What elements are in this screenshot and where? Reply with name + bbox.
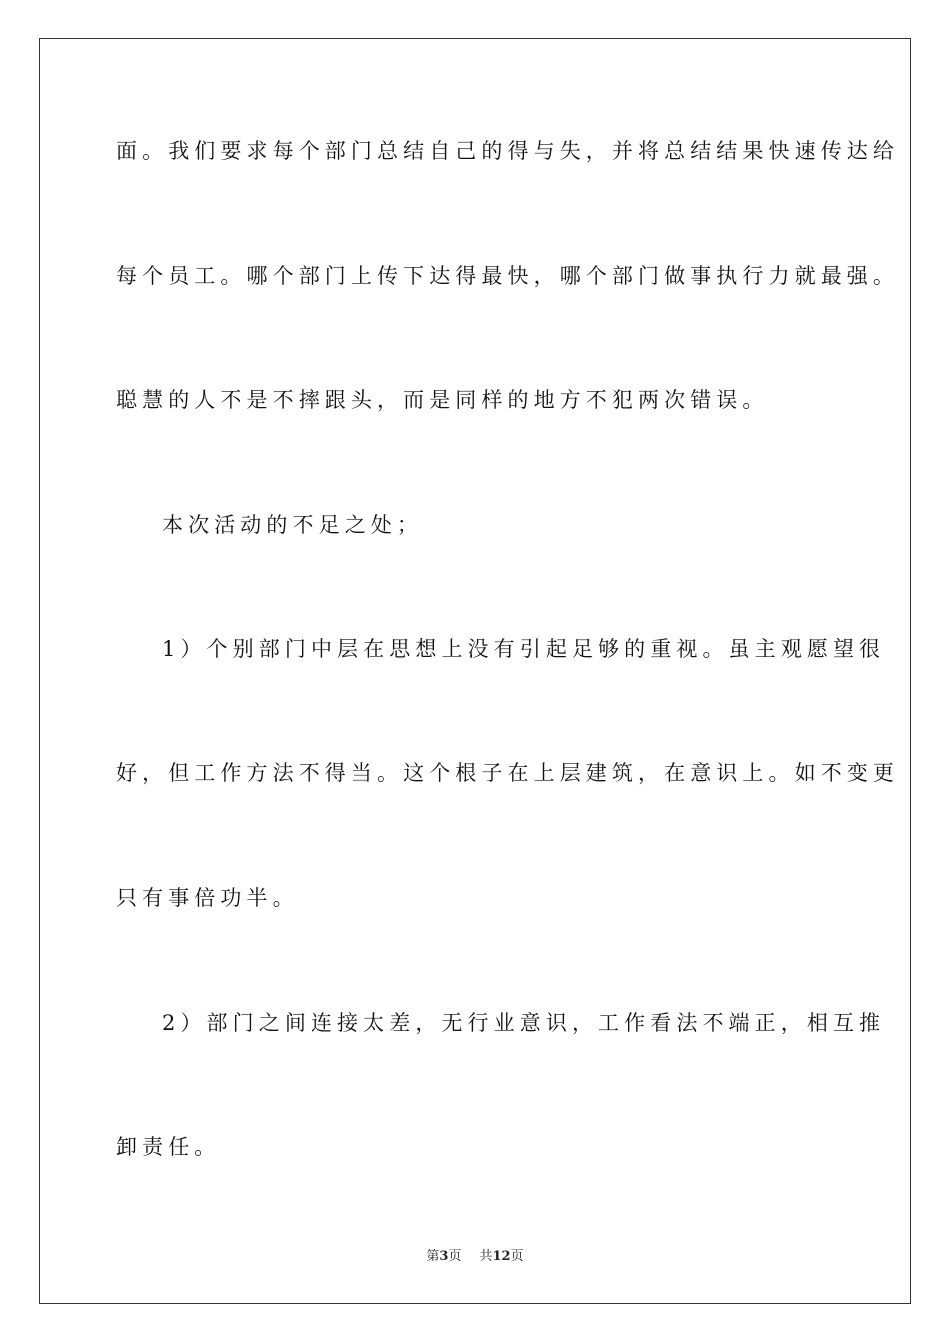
- item-1-line-3: 只有事倍功半。: [116, 886, 299, 910]
- paragraph-line-1: 面。我们要求每个部门总结自己的得与失，并将总结结果快速传达给: [116, 139, 899, 163]
- paragraph-line-3: 聪慧的人不是不摔跟头，而是同样的地方不犯两次错误。: [116, 388, 769, 412]
- item-1-line-2: 好，但工作方法不得当。这个根子在上层建筑，在意识上。如不变更: [116, 761, 899, 785]
- page-border: [39, 38, 911, 1304]
- total-pages: 12: [492, 1249, 511, 1264]
- item-2-line-1: 2）部门之间连接太差，无行业意识，工作看法不端正，相互推: [162, 1011, 886, 1035]
- page-prefix: 第: [426, 1249, 440, 1264]
- total-suffix: 页: [510, 1249, 524, 1264]
- paragraph-line-2: 每个员工。哪个部门上传下达得最快，哪个部门做事执行力就最强。: [116, 264, 899, 288]
- item-2-line-2: 卸责任。: [116, 1135, 221, 1159]
- page-suffix: 页: [448, 1249, 462, 1264]
- item-1-line-1: 1）个别部门中层在思想上没有引起足够的重视。虽主观愿望很: [162, 637, 886, 661]
- section-heading-shortcomings: 本次活动的不足之处；: [162, 513, 423, 537]
- total-prefix: 共: [479, 1249, 493, 1264]
- page-footer: [0, 1248, 950, 1266]
- page-number: 3: [439, 1249, 449, 1264]
